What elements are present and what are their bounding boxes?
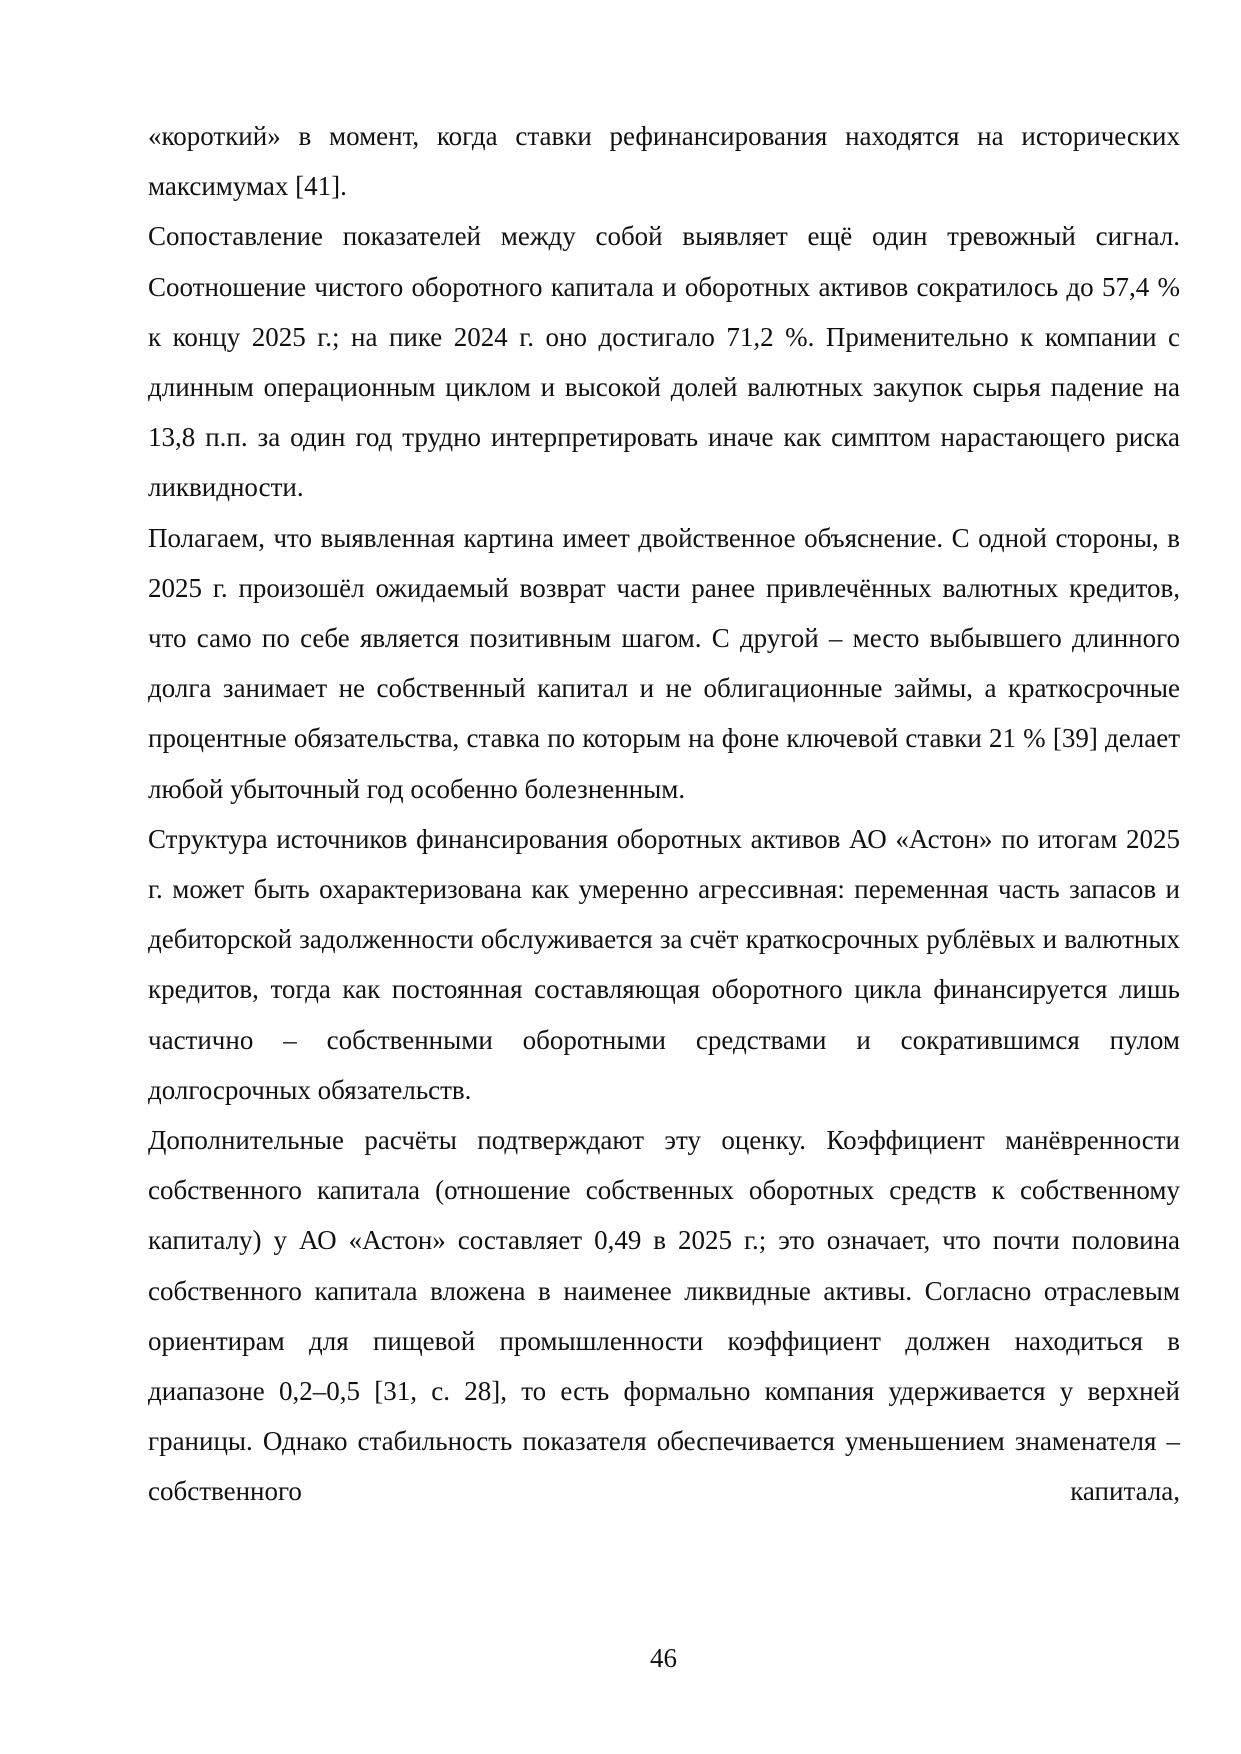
paragraph-2: Сопоставление показателей между собой выявляет ещё один тревожный сигнал. Соотношение чистого оборотного капитала и оборотных активов сократилось до 57,4 % к концу 2025 г.; на пике 2024 г. оно достигало 71,2 %. Применительно к компании с длинным операционным циклом и высокой долей валютных закупок сырья падение на 13,8 п.п. за один год трудно интерпретировать иначе как симптом нарастающего риска ликвидности. (148, 221, 1180, 503)
paragraph-4: Структура источников финансирования оборотных активов АО «Астон» по итогам 2025 г. может быть охарактеризована как умеренно агрессивная: переменная часть запасов и дебиторской задолженности обслуживается за счёт краткосрочных рублёвых и валютных кредитов, тогда как постоянная составляющая оборотного цикла финансируется лишь частично – собственными оборотными средствами и сократившимся пулом долгосрочных обязательств. (148, 823, 1180, 1105)
paragraph-1: «короткий» в момент, когда ставки рефинансирования находятся на исторических максимумах [41]. (148, 121, 1180, 202)
paragraph-5: Дополнительные расчёты подтверждают эту оценку. Коэффициент манёвренности собственного капитала (отношение собственных оборотных средств к собственному капиталу) у АО «Астон» составляет 0,49 в 2025 г.; это означает, что почти половина собственного капитала вложена в наименее ликвидные активы. Согласно отраслевым ориентирам для пищевой промышленности коэффициент должен находиться в диапазоне 0,2–0,5 [31, с. 28], то есть формально компания удерживается у верхней границы. Однако стабильность показателя обеспечивается уменьшением знаменателя – собственного капитала, (148, 1125, 1180, 1507)
paragraph-3: Полагаем, что выявленная картина имеет двойственное объяснение. С одной стороны, в 2025 г. произошёл ожидаемый возврат части ранее привлечённых валютных кредитов, что само по себе является позитивным шагом. С другой – место выбывшего длинного долга занимает не собственный капитал и не облигационные займы, а краткосрочные процентные обязательства, ставка по которым на фоне ключевой ставки 21 % [39] делает любой убыточный год особенно болезненным. (148, 522, 1180, 804)
body-text (148, 111, 1180, 1517)
page-number: 46 (650, 1643, 677, 1673)
